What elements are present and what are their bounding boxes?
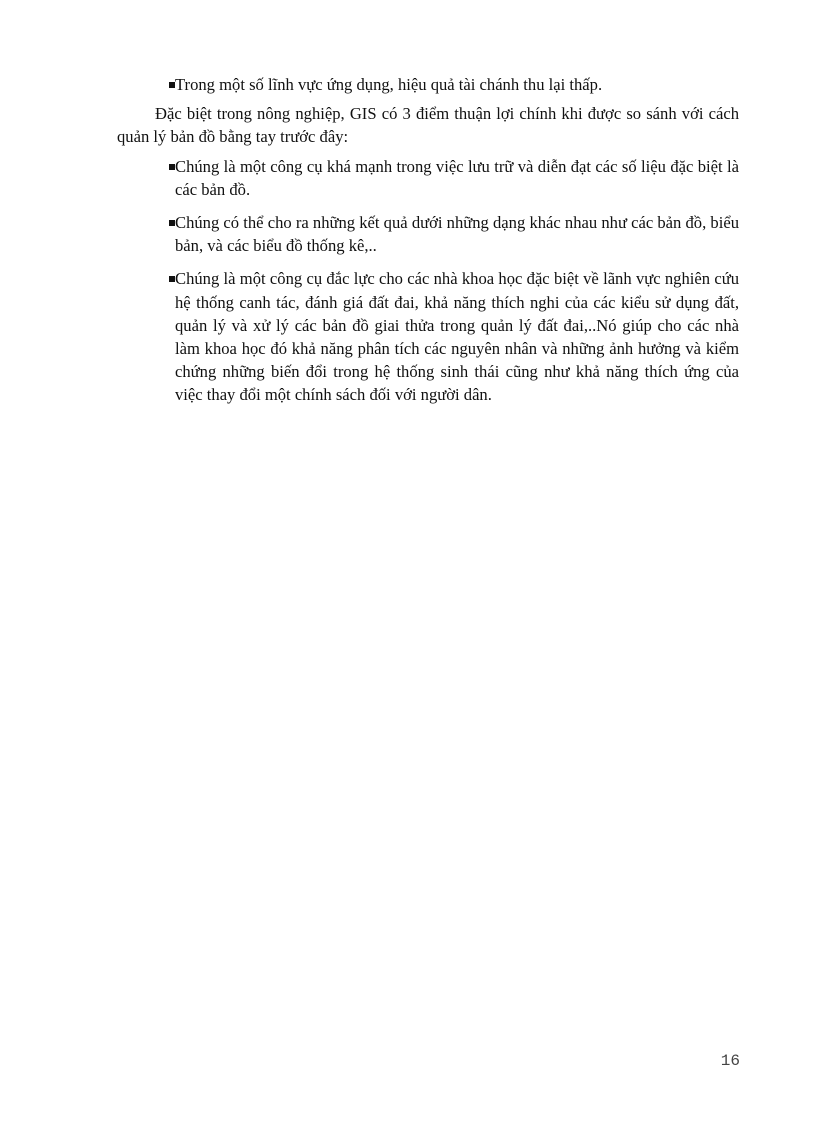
bullet-text: Chúng là một công cụ đắc lực cho các nhà khoa học đặc biệt về lãnh vực nghiên cứu hệ thống canh tác, đánh giá đất đai, khả năng thích nghi của các kiểu sử dụng đất, quản lý và xử lý các bản đồ giai thửa trong quản lý đất đai,..Nó giúp cho các nhà làm khoa học đó khả năng phân tích các nguyên nhân và những ảnh hưởng và kiểm chứng những biến đổi trong hệ thống sinh thái cũng như khả năng thích ứng của việc thay đổi một chính sách đối với người dân.: [175, 269, 739, 405]
bullet-item: [117, 155, 739, 201]
bullet-text: Chúng có thể cho ra những kết quả dưới những dạng khác nhau như các bản đồ, biểu bản, và các biểu đồ thống kê,..: [175, 213, 739, 256]
bullet-text: Chúng là một công cụ khá mạnh trong việc lưu trữ và diễn đạt các số liệu đặc biệt là các bản đồ.: [175, 156, 739, 199]
bullet-item: [117, 73, 739, 96]
paragraph: [117, 102, 739, 148]
bullet-item: [117, 211, 739, 257]
page-number: 16: [720, 1052, 740, 1070]
bullet-text: Trong một số lĩnh vực ứng dụng, hiệu quả tài chánh thu lại thấp.: [175, 75, 603, 94]
paragraph-text: Đặc biệt trong nông nghiệp, GIS có 3 điểm thuận lợi chính khi được so sánh với cách quản lý bản đồ bằng tay trước đây:: [117, 104, 739, 147]
body-text: [117, 73, 739, 407]
bullet-item: [117, 267, 739, 406]
